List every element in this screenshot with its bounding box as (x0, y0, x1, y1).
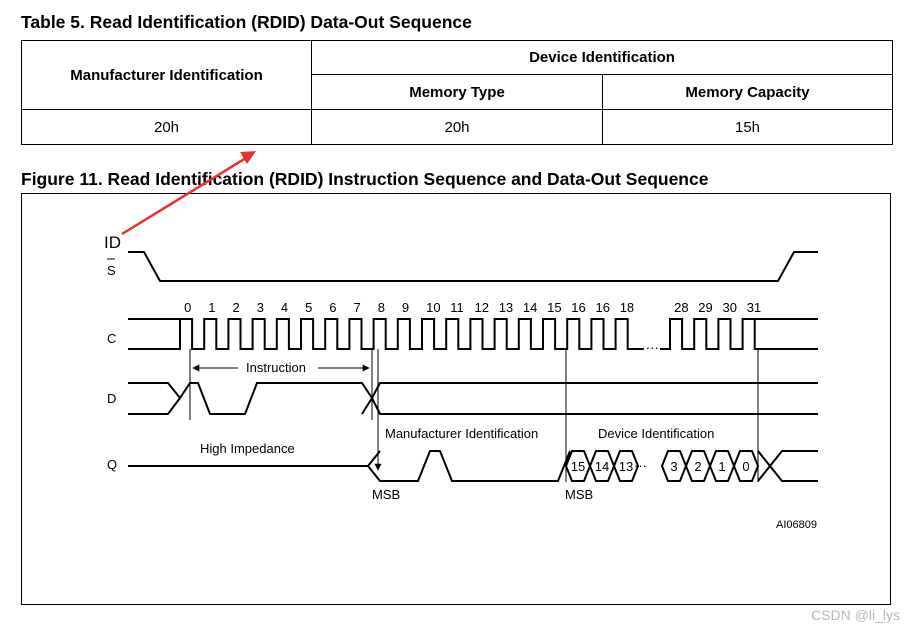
d-low-line (372, 398, 818, 414)
clock-number: 16 (571, 300, 586, 315)
signal-s (128, 252, 818, 281)
msb-label-2: MSB (565, 487, 594, 502)
table-title: Table 5. Read Identification (RDID) Data-Out Sequence (21, 12, 472, 32)
clock-number: 14 (522, 300, 538, 315)
q-bits-ellipsis: ··· (634, 458, 647, 473)
clock-number: 16 (595, 300, 610, 315)
cell-memory-type-value: 20h (312, 110, 603, 145)
q-end-edge-in (758, 451, 770, 481)
clock-number: 18 (619, 300, 635, 315)
clock-waveform-a (128, 319, 644, 349)
signal-c-label: C (107, 331, 117, 346)
clock-number: 8 (377, 300, 385, 315)
header-device-identification: Device Identification (312, 41, 893, 75)
q-end-tail (770, 451, 818, 481)
clock-number: 30 (722, 300, 737, 315)
figure-id-label: AI06809 (776, 519, 817, 531)
q-bit-label: 3 (670, 459, 678, 474)
q-manufacturer-waveform (368, 451, 570, 481)
q-bit-label: 1 (718, 459, 726, 474)
manufacturer-identification-label: Manufacturer Identification (385, 426, 539, 441)
annotation-arrow-head (240, 151, 256, 164)
annotation-label: ID (104, 233, 121, 252)
signal-d-label: D (107, 391, 117, 406)
q-data-bits (566, 451, 758, 481)
d-waveform-start (128, 383, 180, 414)
device-identification-label: Device Identification (598, 426, 715, 441)
instruction-span (190, 349, 372, 420)
clock-ellipsis: ··· (645, 340, 659, 355)
clock-number: 4 (280, 300, 289, 315)
signal-c (128, 319, 818, 355)
clock-number: 28 (674, 300, 689, 315)
q-bit-label: 2 (694, 459, 702, 474)
header-memory-type: Memory Type (312, 75, 603, 110)
clock-number: 7 (353, 300, 361, 315)
d-waveform-instruction (180, 383, 372, 414)
high-impedance-label: High Impedance (200, 441, 295, 456)
q-bit-label: 13 (618, 459, 634, 474)
clock-number: 29 (698, 300, 713, 315)
figure-title: Figure 11. Read Identification (RDID) Instruction Sequence and Data-Out Sequence (21, 169, 709, 189)
id-annotation (104, 151, 256, 252)
clock-number: 15 (547, 300, 562, 315)
clock-number: 31 (746, 300, 762, 315)
s-waveform (128, 252, 818, 281)
d-high-line (372, 383, 818, 398)
clock-number: 9 (401, 300, 410, 315)
signal-d (128, 383, 818, 414)
clock-number: 1 (208, 300, 216, 315)
clock-numbers (184, 300, 761, 315)
clock-waveform-b (660, 319, 818, 349)
clock-number: 12 (474, 300, 489, 315)
q-bit-label: 0 (742, 459, 750, 474)
clock-number: 13 (498, 300, 514, 315)
clock-number: 0 (184, 300, 192, 315)
cell-manufacturer-value: 20h (22, 110, 312, 145)
signal-s-label: S (107, 263, 116, 278)
clock-number: 2 (232, 300, 240, 315)
clock-number: 6 (329, 300, 337, 315)
cell-memory-capacity-value: 15h (603, 110, 893, 145)
q-bit-label: 15 (570, 459, 586, 474)
clock-number: 10 (426, 300, 441, 315)
annotation-arrow-line (122, 158, 246, 234)
signal-q-label: Q (107, 457, 118, 472)
clock-number: 5 (305, 300, 313, 315)
clock-number: 3 (256, 300, 264, 315)
msb-label-1: MSB (372, 487, 401, 502)
header-memory-capacity: Memory Capacity (603, 75, 893, 110)
instruction-label: Instruction (246, 360, 306, 375)
watermark: CSDN @li_lys (811, 607, 900, 623)
clock-number: 11 (450, 300, 464, 315)
q-bit-label: 14 (594, 459, 610, 474)
header-manufacturer-identification: Manufacturer Identification (22, 41, 312, 110)
